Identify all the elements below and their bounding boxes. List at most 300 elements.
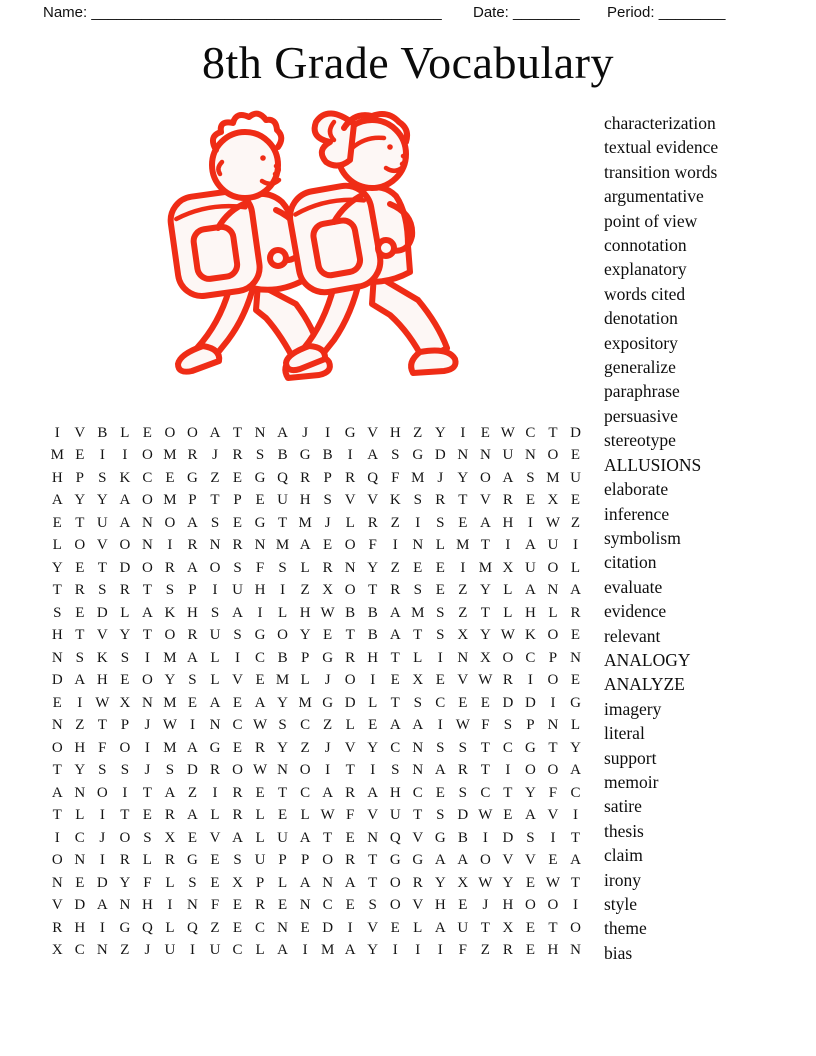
grid-cell: L <box>120 424 130 441</box>
grid-cell: N <box>74 852 86 869</box>
grid-cell: N <box>51 649 63 666</box>
grid-cell: E <box>548 852 558 869</box>
grid-cell: I <box>99 447 105 464</box>
grid-cell: G <box>412 852 424 869</box>
grid-cell: T <box>368 582 378 599</box>
grid-cell: B <box>367 604 378 621</box>
grid-cell: G <box>525 739 536 756</box>
grid-row <box>46 670 587 693</box>
grid-cell: I <box>437 942 443 959</box>
grid-cell: I <box>460 559 466 576</box>
grid-cell: M <box>163 649 177 666</box>
grid-cell: D <box>502 829 514 846</box>
grid-cell: L <box>300 559 310 576</box>
grid-cell: H <box>254 582 266 599</box>
grid-cell: G <box>187 469 198 486</box>
grid-cell: G <box>254 469 266 486</box>
grid-cell: R <box>164 852 175 869</box>
word-list-item: style <box>604 894 638 914</box>
grid-cell: O <box>164 627 176 644</box>
grid-cell: O <box>570 919 581 936</box>
grid-cell: I <box>54 424 60 441</box>
grid-cell: B <box>277 447 288 464</box>
grid-cell: T <box>97 717 107 734</box>
grid-cell: O <box>525 897 536 914</box>
grid-cell: N <box>96 942 108 959</box>
grid-cell: C <box>232 717 243 734</box>
grid-cell: O <box>96 784 108 801</box>
grid-cell: R <box>119 582 130 599</box>
grid-cell: E <box>232 469 243 486</box>
grid-row <box>46 512 587 535</box>
grid-cell: I <box>77 694 83 711</box>
grid-cell: C <box>570 784 581 801</box>
grid-row <box>46 602 587 625</box>
grid-cell: Y <box>434 424 446 441</box>
grid-cell: I <box>370 672 376 689</box>
grid-cell: A <box>254 694 266 711</box>
grid-cell: E <box>570 492 581 509</box>
grid-row <box>46 872 587 895</box>
grid-cell: I <box>144 649 150 666</box>
grid-cell: B <box>457 829 468 846</box>
grid-cell: O <box>344 672 356 689</box>
grid-cell: I <box>437 717 443 734</box>
grid-cell: T <box>75 627 85 644</box>
grid-cell: X <box>457 627 469 644</box>
word-list-item: expository <box>604 332 678 353</box>
grid-cell: A <box>525 807 536 824</box>
word-list-item: persuasive <box>604 405 678 426</box>
grid-cell: A <box>187 807 198 824</box>
students-walking-illustration <box>166 102 466 403</box>
grid-cell: E <box>570 447 581 464</box>
grid-cell: E <box>323 537 333 554</box>
grid-cell: I <box>347 447 353 464</box>
grid-cell: N <box>254 537 266 554</box>
grid-cell: E <box>435 784 445 801</box>
grid-cell: N <box>209 717 221 734</box>
grid-cell: E <box>142 807 152 824</box>
grid-cell: F <box>548 784 558 801</box>
grid-cell: N <box>457 447 469 464</box>
grid-cell: N <box>141 514 153 531</box>
grid-cell: H <box>74 739 86 756</box>
grid-cell: W <box>545 514 561 531</box>
word-list-item: ALLUSIONS <box>604 454 702 475</box>
grid-cell: L <box>300 807 310 824</box>
grid-cell: L <box>570 717 581 734</box>
grid-cell: D <box>96 604 108 621</box>
grid-cell: F <box>346 807 355 824</box>
grid-cell: S <box>368 897 377 914</box>
grid-cell: S <box>188 874 197 891</box>
grid-cell: H <box>502 514 514 531</box>
grid-cell: E <box>458 514 468 531</box>
date-field <box>473 4 580 21</box>
word-list-item: imagery <box>604 698 662 719</box>
grid-cell: R <box>570 604 581 621</box>
grid-cell: L <box>277 604 288 621</box>
grid-cell: P <box>300 852 310 869</box>
grid-cell: T <box>210 492 220 509</box>
grid-cell: T <box>413 627 423 644</box>
grid-cell: O <box>389 897 401 914</box>
students-walking-svg <box>166 102 466 398</box>
grid-cell: I <box>325 424 331 441</box>
grid-cell: T <box>97 559 107 576</box>
grid-cell: I <box>54 829 60 846</box>
grid-cell: L <box>52 537 62 554</box>
grid-cell: W <box>252 762 268 779</box>
grid-cell: V <box>412 829 424 846</box>
grid-cell: N <box>457 649 469 666</box>
word-list-item: relevant <box>604 625 661 646</box>
grid-cell: K <box>164 604 176 621</box>
grid-cell: V <box>547 807 559 824</box>
grid-cell: I <box>257 604 263 621</box>
grid-row <box>46 422 587 445</box>
grid-cell: N <box>209 537 221 554</box>
grid-cell: S <box>413 492 422 509</box>
grid-cell: R <box>232 537 243 554</box>
grid-cell: P <box>548 649 558 666</box>
grid-cell: A <box>389 627 401 644</box>
grid-cell: W <box>320 807 335 824</box>
grid-cell: T <box>390 649 400 666</box>
grid-cell: C <box>322 897 333 914</box>
grid-cell: L <box>165 874 175 891</box>
grid-cell: I <box>370 762 376 779</box>
grid-cell: Z <box>458 604 468 621</box>
grid-cell: I <box>550 694 556 711</box>
grid-cell: E <box>232 694 243 711</box>
grid-cell: P <box>526 717 535 734</box>
grid-cell: E <box>277 897 288 914</box>
grid-cell: E <box>570 627 581 644</box>
grid-cell: G <box>322 694 334 711</box>
grid-cell: V <box>367 807 379 824</box>
grid-cell: N <box>547 717 559 734</box>
grid-cell: L <box>503 582 513 599</box>
grid-cell: L <box>300 672 310 689</box>
grid-cell: A <box>51 492 63 509</box>
grid-cell: H <box>547 942 559 959</box>
grid-cell: I <box>550 829 556 846</box>
grid-cell: S <box>526 469 535 486</box>
grid-cell: S <box>165 762 175 779</box>
grid-cell: U <box>570 469 581 486</box>
grid-cell: I <box>235 649 241 666</box>
date-blank-line: ________ <box>513 4 580 21</box>
grid-cell: J <box>144 942 151 959</box>
grid-cell: L <box>75 807 85 824</box>
grid-cell: R <box>187 537 198 554</box>
word-list-item: ANALYZE <box>604 674 685 695</box>
grid-cell: P <box>75 469 84 486</box>
grid-cell: A <box>96 897 108 914</box>
grid-cell: U <box>96 514 108 531</box>
grid-cell: J <box>302 424 309 441</box>
grid-row <box>46 805 587 828</box>
grid-cell: W <box>545 874 561 891</box>
grid-row <box>46 715 587 738</box>
grid-cell: F <box>391 469 400 486</box>
grid-cell: O <box>209 559 221 576</box>
grid-cell: P <box>255 874 265 891</box>
grid-cell: L <box>120 604 130 621</box>
grid-cell: H <box>299 492 311 509</box>
grid-cell: X <box>412 672 424 689</box>
grid-cell: D <box>434 447 446 464</box>
grid-cell: H <box>434 897 446 914</box>
grid-cell: S <box>503 717 513 734</box>
grid-cell: I <box>437 649 443 666</box>
grid-cell: V <box>232 672 243 689</box>
grid-cell: Z <box>300 739 310 756</box>
grid-cell: H <box>96 672 108 689</box>
grid-cell: A <box>299 829 311 846</box>
grid-cell: F <box>368 537 377 554</box>
grid-cell: E <box>75 559 85 576</box>
grid-cell: K <box>119 469 131 486</box>
grid-cell: R <box>345 649 356 666</box>
word-list-item: inference <box>604 503 670 524</box>
grid-cell: N <box>479 447 491 464</box>
grid-cell: O <box>119 537 131 554</box>
grid-cell: C <box>232 942 243 959</box>
grid-cell: N <box>277 919 288 936</box>
grid-cell: D <box>525 694 536 711</box>
grid-cell: A <box>277 942 288 959</box>
grid-cell: A <box>119 492 131 509</box>
grid-cell: Y <box>570 739 581 756</box>
grid-cell: L <box>255 942 265 959</box>
grid-cell: V <box>344 492 356 509</box>
grid-cell: I <box>189 942 195 959</box>
grid-cell: S <box>120 649 130 666</box>
grid-cell: D <box>119 559 131 576</box>
grid-cell: E <box>435 559 445 576</box>
grid-cell: R <box>300 469 311 486</box>
grid-cell: R <box>412 874 423 891</box>
grid-cell: P <box>120 717 130 734</box>
grid-cell: D <box>74 897 86 914</box>
grid-cell: E <box>52 694 62 711</box>
grid-cell: O <box>344 582 356 599</box>
grid-cell: Z <box>480 942 490 959</box>
grid-cell: A <box>187 649 198 666</box>
grid-cell: B <box>367 627 378 644</box>
grid-cell: T <box>232 424 243 441</box>
grid-cell: V <box>525 852 536 869</box>
grid-cell: O <box>51 739 63 756</box>
grid-cell: E <box>210 852 220 869</box>
grid-cell: N <box>344 559 356 576</box>
grid-cell: V <box>209 829 221 846</box>
grid-cell: C <box>435 694 446 711</box>
grid-cell: T <box>142 627 152 644</box>
grid-cell: I <box>572 807 578 824</box>
grid-cell: R <box>164 559 175 576</box>
grid-cell: K <box>389 492 401 509</box>
word-list-item: paraphrase <box>604 381 680 402</box>
grid-cell: L <box>413 649 423 666</box>
word-list-item: theme <box>604 918 647 939</box>
grid-cell: O <box>344 537 356 554</box>
grid-cell: D <box>344 694 356 711</box>
grid-cell: R <box>209 762 220 779</box>
grid-cell: N <box>547 582 559 599</box>
grid-cell: Y <box>119 874 131 891</box>
grid-cell: I <box>122 447 128 464</box>
word-list-item: evidence <box>604 601 667 622</box>
grid-cell: T <box>368 874 378 891</box>
grid-cell: A <box>367 784 379 801</box>
grid-row <box>46 827 587 850</box>
grid-cell: O <box>232 762 243 779</box>
grid-cell: O <box>119 739 131 756</box>
grid-cell: S <box>75 649 84 666</box>
grid-cell: I <box>572 897 578 914</box>
grid-cell: R <box>345 784 356 801</box>
grid-cell: Y <box>164 672 176 689</box>
grid-cell: N <box>51 717 63 734</box>
grid-cell: N <box>141 694 153 711</box>
grid-cell: A <box>434 852 446 869</box>
grid-cell: L <box>142 852 152 869</box>
grid-cell: I <box>144 739 150 756</box>
grid-cell: D <box>51 672 63 689</box>
grid-cell: A <box>570 762 581 779</box>
grid-cell: S <box>53 604 62 621</box>
grid-cell: G <box>434 829 446 846</box>
grid-cell: L <box>345 717 355 734</box>
grid-cell: I <box>460 424 466 441</box>
grid-cell: W <box>320 604 335 621</box>
grid-cell: T <box>345 627 355 644</box>
grid-cell: S <box>278 559 287 576</box>
grid-cell: S <box>391 762 400 779</box>
grid-cell: N <box>412 537 424 554</box>
grid-cell: E <box>232 919 243 936</box>
grid-cell: T <box>548 739 558 756</box>
grid-cell: T <box>480 537 490 554</box>
grid-cell: E <box>277 807 288 824</box>
grid-cell: Q <box>367 469 379 486</box>
grid-cell: C <box>255 919 266 936</box>
grid-cell: Y <box>119 627 131 644</box>
grid-cell: I <box>99 852 105 869</box>
grid-cell: N <box>570 942 581 959</box>
grid-cell: H <box>51 627 63 644</box>
grid-cell: M <box>411 469 425 486</box>
grid-cell: U <box>277 829 288 846</box>
grid-cell: T <box>480 739 490 756</box>
grid-cell: U <box>209 627 221 644</box>
grid-cell: P <box>323 469 332 486</box>
grid-cell: E <box>232 739 243 756</box>
grid-cell: S <box>458 784 467 801</box>
grid-cell: Y <box>367 739 379 756</box>
grid-cell: N <box>412 762 424 779</box>
grid-cell: W <box>252 717 268 734</box>
grid-cell: W <box>500 627 515 644</box>
grid-cell: E <box>300 919 310 936</box>
grid-cell: C <box>502 739 513 756</box>
grid-cell: N <box>187 897 198 914</box>
grid-cell: N <box>119 897 131 914</box>
grid-cell: Y <box>502 874 514 891</box>
grid-cell: S <box>188 672 197 689</box>
grid-cell: U <box>277 492 288 509</box>
grid-row <box>46 895 587 918</box>
grid-cell: N <box>299 897 311 914</box>
grid-cell: I <box>415 514 421 531</box>
grid-cell: V <box>412 897 424 914</box>
grid-cell: S <box>165 582 175 599</box>
grid-cell: A <box>74 672 86 689</box>
word-list-item: denotation <box>604 308 678 329</box>
grid-cell: R <box>52 919 63 936</box>
grid-cell: J <box>324 514 331 531</box>
grid-cell: A <box>344 942 356 959</box>
grid-cell: D <box>187 762 198 779</box>
grid-cell: V <box>74 424 86 441</box>
grid-cell: C <box>74 942 85 959</box>
grid-cell: I <box>392 942 398 959</box>
grid-cell: P <box>188 492 197 509</box>
grid-cell: A <box>367 447 379 464</box>
grid-cell: Z <box>300 582 310 599</box>
grid-cell: S <box>98 582 107 599</box>
grid-cell: V <box>344 739 356 756</box>
grid-cell: Z <box>210 469 220 486</box>
grid-cell: W <box>500 424 515 441</box>
grid-cell: R <box>74 582 85 599</box>
grid-cell: J <box>99 829 106 846</box>
grid-cell: G <box>570 694 581 711</box>
grid-cell: A <box>525 537 536 554</box>
grid-cell: K <box>525 627 536 644</box>
grid-cell: X <box>232 874 243 891</box>
grid-cell: D <box>322 919 334 936</box>
grid-cell: A <box>209 424 221 441</box>
grid-cell: T <box>52 807 62 824</box>
grid-cell: S <box>436 627 445 644</box>
word-list <box>604 111 718 965</box>
grid-cell: J <box>144 717 151 734</box>
word-list-item: support <box>604 747 657 768</box>
grid-row <box>46 490 587 513</box>
grid-cell: W <box>162 717 177 734</box>
word-list-item: explanatory <box>604 259 687 280</box>
grid-cell: I <box>415 942 421 959</box>
grid-cell: Z <box>210 919 220 936</box>
grid-cell: T <box>480 604 490 621</box>
grid-cell: G <box>299 447 311 464</box>
word-list-item: generalize <box>604 357 676 378</box>
grid-cell: T <box>413 807 423 824</box>
grid-cell: A <box>119 514 131 531</box>
grid-cell: V <box>367 424 379 441</box>
grid-cell: L <box>368 694 378 711</box>
grid-row <box>46 692 587 715</box>
grid-cell: L <box>435 537 445 554</box>
grid-cell: X <box>164 829 176 846</box>
grid-cell: G <box>187 852 198 869</box>
grid-cell: L <box>165 919 175 936</box>
